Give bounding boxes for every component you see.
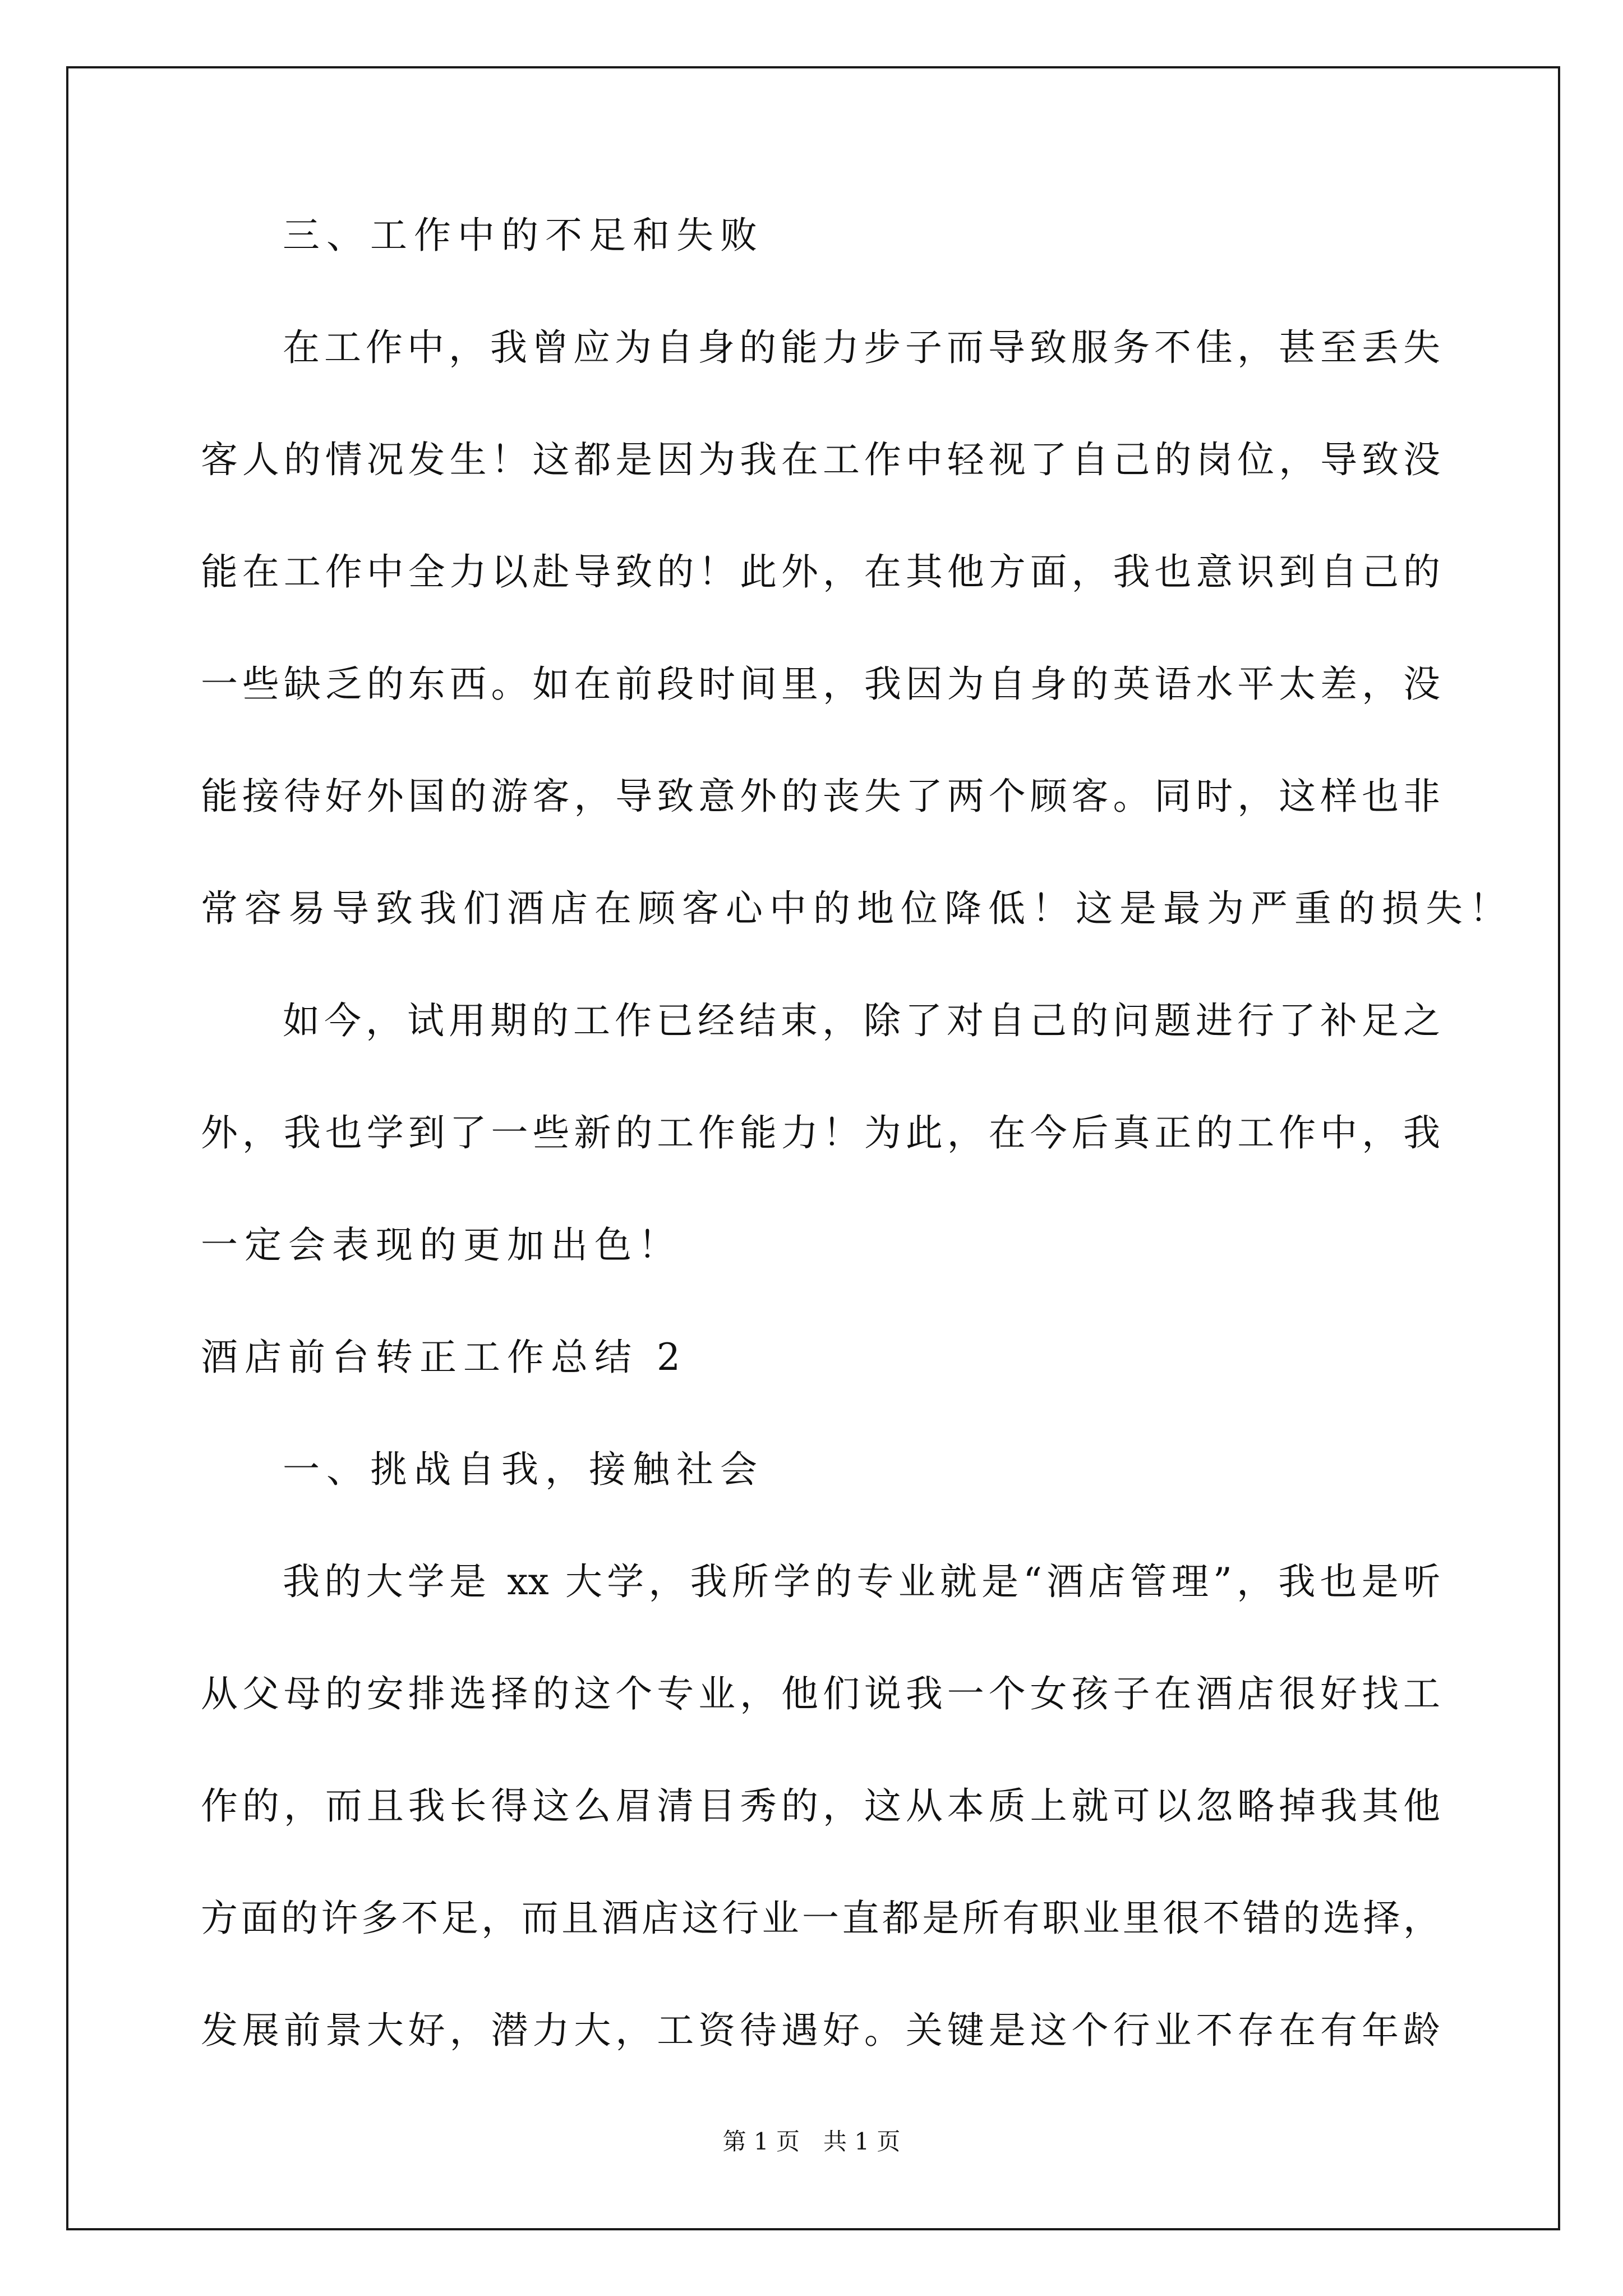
section-heading: 三、工作中的不足和失败: [283, 214, 764, 257]
paragraph-line: 发展前景大好，潜力大，工资待遇好。关键是这个行业不存在有年龄: [201, 2009, 1440, 2052]
paragraph-line: 在工作中，我曾应为自身的能力步子而导致服务不佳，甚至丢失: [283, 326, 1440, 369]
paragraph-line: 如今，试用期的工作已经结束，除了对自己的问题进行了补足之: [283, 999, 1440, 1042]
paragraph-line: 能在工作中全力以赴导致的！此外，在其他方面，我也意识到自己的: [201, 550, 1440, 593]
paragraph-line: 一定会表现的更加出色！: [201, 1223, 682, 1267]
paragraph-line: 我的大学是 xx 大学，我所学的专业就是“酒店管理”，我也是听: [283, 1560, 1440, 1603]
page-footer: 第 1 页 共 1 页: [722, 2128, 901, 2155]
paragraph-line: 常容易导致我们酒店在顾客心中的地位降低！这是最为严重的损失！: [201, 887, 1513, 930]
paragraph-line: 从父母的安排选择的这个专业，他们说我一个女孩子在酒店很好找工: [201, 1672, 1440, 1715]
document-subtitle: 酒店前台转正工作总结 2: [201, 1336, 687, 1379]
paragraph-line: 方面的许多不足，而且酒店这行业一直都是所有职业里很不错的选择，: [201, 1897, 1440, 1940]
paragraph-line: 客人的情况发生！这都是因为我在工作中轻视了自己的岗位，导致没: [201, 438, 1440, 481]
section-heading: 一、挑战自我，接触社会: [283, 1448, 764, 1491]
paragraph-line: 能接待好外国的游客，导致意外的丧失了两个顾客。同时，这样也非: [201, 775, 1440, 818]
paragraph-line: 作的，而且我长得这么眉清目秀的，这从本质上就可以忽略掉我其他: [201, 1784, 1440, 1828]
paragraph-line: 外，我也学到了一些新的工作能力！为此，在今后真正的工作中，我: [201, 1111, 1440, 1154]
paragraph-line: 一些缺乏的东西。如在前段时间里，我因为自身的英语水平太差，没: [201, 662, 1440, 706]
